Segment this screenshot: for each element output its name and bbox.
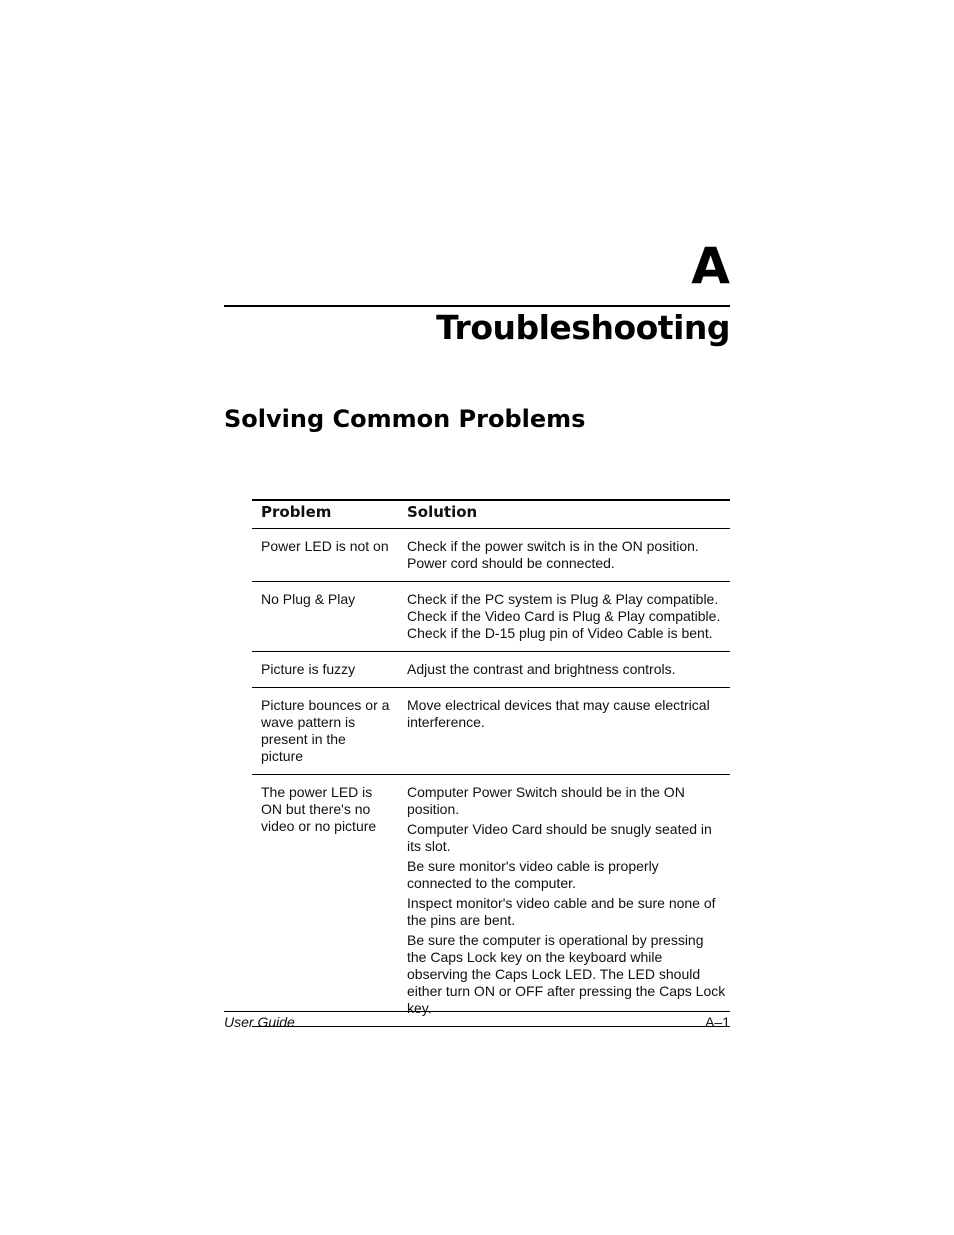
header-problem: Problem [261, 503, 332, 521]
solution-cell [398, 652, 730, 688]
problem-cell: The power LED is ON but there's no video or no picture [261, 784, 377, 834]
footer-doc-title: User Guide [224, 1014, 295, 1030]
solution-text: Check if the D-15 plug pin of Video Cable is bent. [407, 625, 713, 641]
solution-text: Computer Video Card should be snugly seated in its slot. [407, 821, 712, 854]
chapter-letter: A [691, 237, 730, 295]
footer-rule [224, 1011, 730, 1012]
table-header-row [252, 500, 730, 529]
section-title: Solving Common Problems [224, 405, 586, 433]
table-row [252, 529, 730, 582]
solution-cell [398, 529, 730, 582]
troubleshooting-table [252, 499, 730, 1027]
solution-text: Move electrical devices that may cause electrical interference. [407, 697, 710, 730]
table-row [252, 775, 730, 1027]
solution-cell [398, 775, 730, 1027]
solution-cell [398, 688, 730, 775]
solution-text: Check if the Video Card is Plug & Play compatible. [407, 608, 721, 624]
solution-cell [398, 582, 730, 652]
header-solution: Solution [407, 503, 478, 521]
solution-text: Inspect monitor's video cable and be sure none of the pins are bent. [407, 895, 716, 928]
table-row [252, 582, 730, 652]
solution-text: Adjust the contrast and brightness controls. [407, 661, 676, 677]
solution-text: Check if the power switch is in the ON position. [407, 538, 699, 554]
table-row [252, 688, 730, 775]
problem-cell: Picture bounces or a wave pattern is present in the picture [261, 697, 390, 764]
chapter-title: Troubleshooting [436, 308, 730, 347]
problem-cell: Picture is fuzzy [261, 661, 356, 677]
footer-page-number: A–1 [705, 1014, 730, 1030]
solution-text: Be sure the computer is operational by pressing the Caps Lock key on the keyboard while observing the Caps Lock LED. The LED should either turn ON or OFF after pressing the Caps Lock key. [407, 932, 726, 1016]
solution-text: Computer Power Switch should be in the ON position. [407, 784, 685, 817]
problem-cell: No Plug & Play [261, 591, 356, 607]
solution-text: Power cord should be connected. [407, 555, 615, 571]
problem-cell: Power LED is not on [261, 538, 389, 554]
solution-text: Check if the PC system is Plug & Play compatible. [407, 591, 719, 607]
table-row [252, 652, 730, 688]
solution-text: Be sure monitor's video cable is properly connected to the computer. [407, 858, 659, 891]
table-body [252, 529, 730, 1027]
